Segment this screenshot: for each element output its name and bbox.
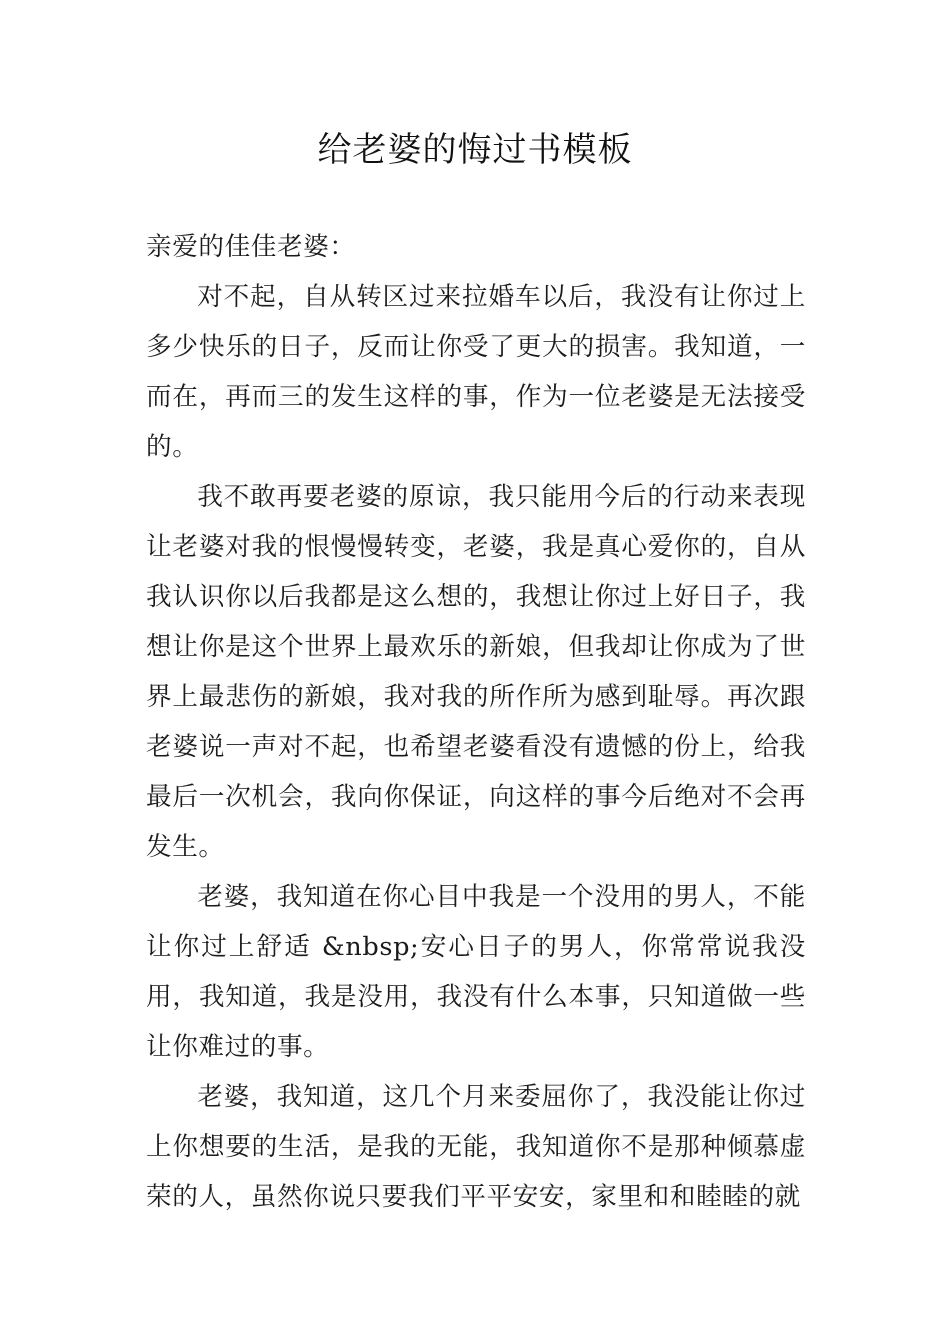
document-body [146, 222, 806, 1222]
paragraph: 对不起，自从转区过来拉婚车以后，我没有让你过上多少快乐的日子，反而让你受了更大的损害。我知道，一而在，再而三的发生这样的事，作为一位老婆是无法接受的。 [146, 282, 806, 462]
paragraph: 老婆，我知道在你心目中我是一个没用的男人，不能让你过上舒适 &nbsp;安心日子的男人，你常常说我没用，我知道，我是没用，我没有什么本事，只知道做一些让你难过的事。 [146, 882, 806, 1062]
salutation: 亲爱的佳佳老婆： [146, 232, 356, 262]
paragraph: 老婆，我知道，这几个月来委屈你了，我没能让你过上你想要的生活，是我的无能，我知道你不是那种倾慕虚荣的人，虽然你说只要我们平平安安，家里和和睦睦的就 [146, 1082, 806, 1212]
document-title: 给老婆的悔过书模板 [317, 130, 633, 170]
paragraph: 我不敢再要老婆的原谅，我只能用今后的行动来表现让老婆对我的恨慢慢转变，老婆，我是真心爱你的，自从我认识你以后我都是这么想的，我想让你过上好日子，我想让你是这个世界上最欢乐的新娘，但我却让你成为了世界上最悲伤的新娘，我对我的所作所为感到耻辱。再次跟老婆说一声对不起，也希望老婆看没有遗憾的份上，给我最后一次机会，我向你保证，向这样的事今后绝对不会再发生。 [146, 482, 806, 862]
